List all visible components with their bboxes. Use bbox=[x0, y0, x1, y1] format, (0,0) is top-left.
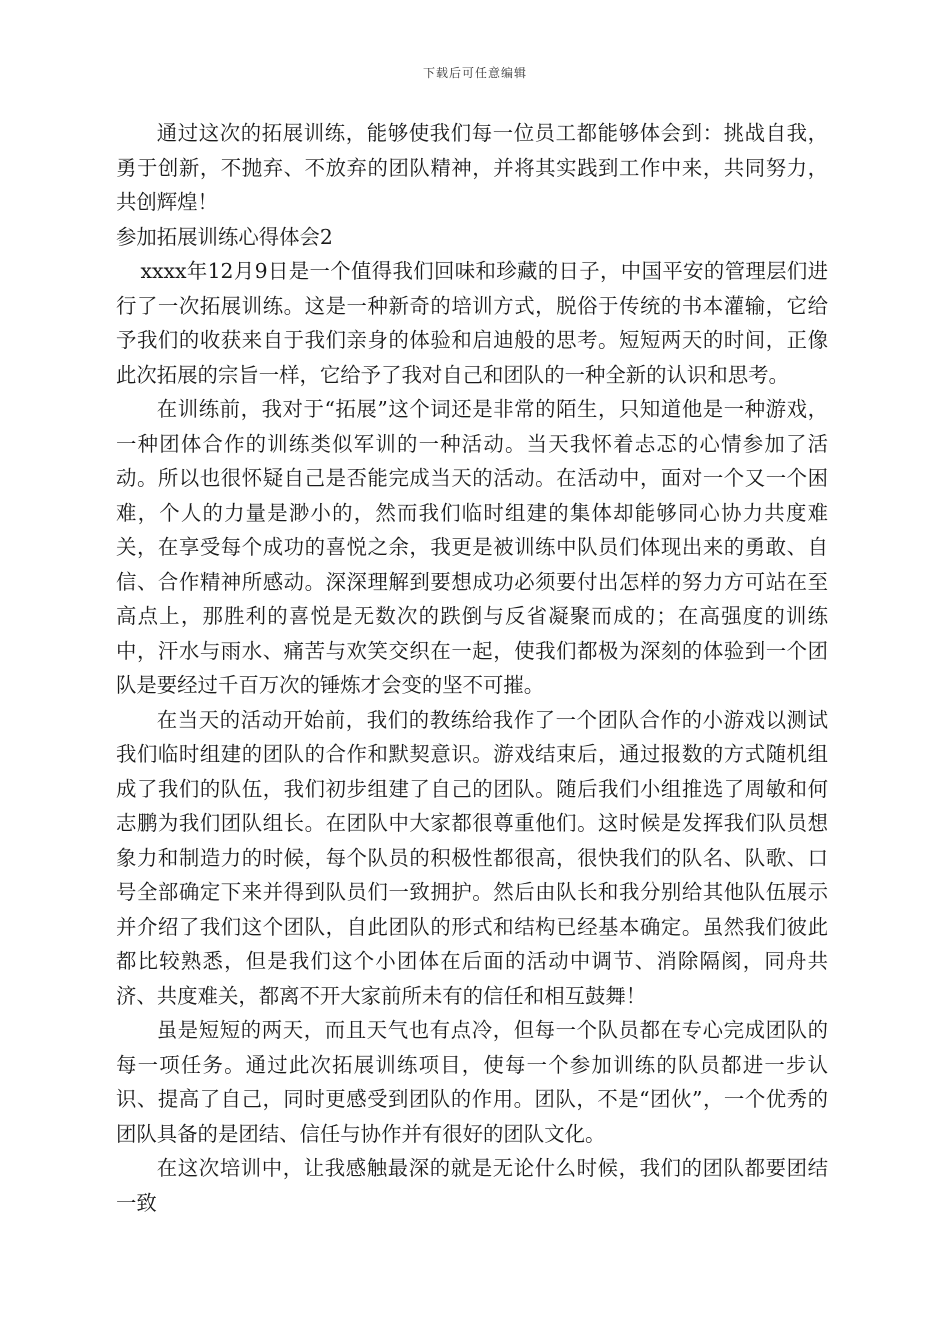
page-header: 下载后可任意编辑 bbox=[422, 66, 527, 80]
paragraph-conclusion: 通过这次的拓展训练，能够使我们每一位员工都能够体会到：挑战自我，勇于创新，不抛弃、不放弃的团队精神，并将其实践到工作中来，共同努力，共创辉煌！ bbox=[116, 121, 828, 214]
paragraph-two-days: 虽是短短的两天，而且天气也有点冷，但每一个队员都在专心完成团队的每一项任务。通过此次拓展训练项目，使每一个参加训练的队员都进一步认识、提高了自己，同时更感受到团队的作用。团队，不是“团伙”，一个优秀的团队具备的是团结、信任与协作并有很好的团队文化。 bbox=[116, 1018, 828, 1146]
paragraph-before-training: 在训练前，我对于“拓展”这个词还是非常的陌生，只知道他是一种游戏，一种团体合作的训练类似军训的一种活动。当天我怀着忐忑的心情参加了活动。所以也很怀疑自己是否能完成当天的活动。在活动中，面对一个又一个困难，个人的力量是渺小的，然而我们临时组建的集体却能够同心协力共度难关，在享受每个成功的喜悦之余，我更是被训练中队员们体现出来的勇敢、自信、合作精神所感动。深深理解到要想成功必须要付出怎样的努力方可站在至高点上，那胜利的喜悦是无数次的跌倒与反省凝聚而成的；在高强度的训练中，汗水与雨水、痛苦与欢笑交织在一起，使我们都极为深刻的体验到一个团队是要经过千百万次的锤炼才会变的坚不可摧。 bbox=[116, 397, 828, 697]
document-body bbox=[116, 116, 828, 1220]
paragraph-intro: xxxx年12月9日是一个值得我们回味和珍藏的日子，中国平安的管理层们进行了一次拓展训练。这是一种新奇的培训方式，脱俗于传统的书本灌输，它给予我们的收获来自于我们亲身的体验和启迪般的思考。短短两天的时间，正像此次拓展的宗旨一样，它给予了我对自己和团队的一种全新的认识和思考。 bbox=[116, 259, 828, 387]
section-title: 参加拓展训练心得体会2 bbox=[116, 224, 333, 249]
paragraph-deepest-feeling: 在这次培训中，让我感触最深的就是无论什么时候，我们的团队都要团结一致 bbox=[116, 1156, 828, 1215]
paragraph-team-forming: 在当天的活动开始前，我们的教练给我作了一个团队合作的小游戏以测试我们临时组建的团队的合作和默契意识。游戏结束后，通过报数的方式随机组成了我们的队伍，我们初步组建了自己的团队。随后我们小组推选了周敏和何志鹏为我们团队组长。在团队中大家都很尊重他们。这时候是发挥我们队员想象力和制造力的时候，每个队员的积极性都很高，很快我们的队名、队歌、口号全部确定下来并得到队员们一致拥护。然后由队长和我分别给其他队伍展示并介绍了我们这个团队，自此团队的形式和结构已经基本确定。虽然我们彼此都比较熟悉，但是我们这个小团体在后面的活动中调节、消除隔阂，同舟共济、共度难关，都离不开大家前所未有的信任和相互鼓舞！ bbox=[116, 707, 828, 1008]
